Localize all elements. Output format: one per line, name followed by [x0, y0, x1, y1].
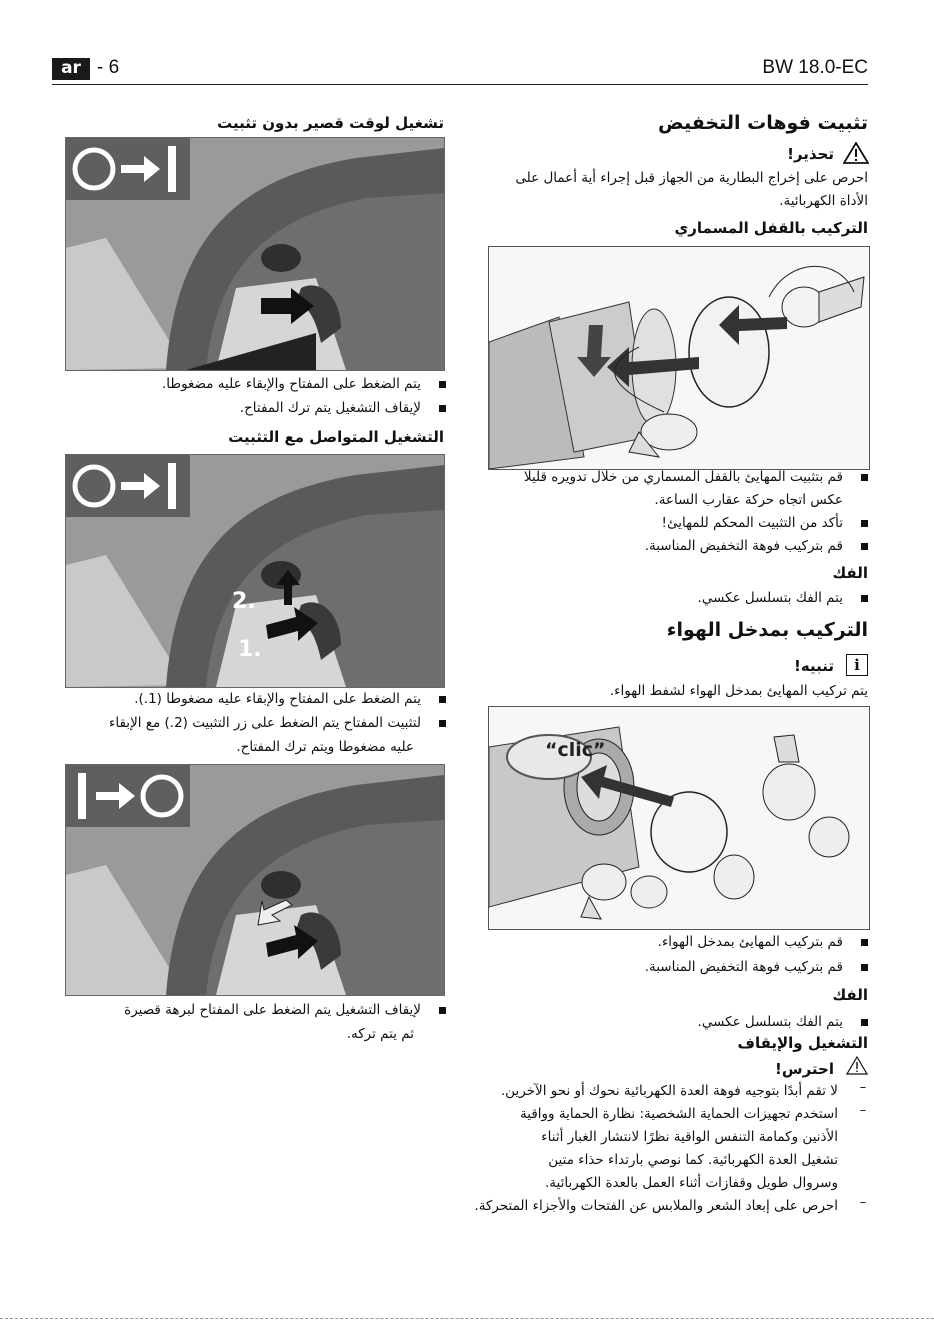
bullet-text: قم بتركيب فوهة التخفيض المناسبة.	[644, 538, 843, 554]
dash-text: لا تقم أبدًا بتوجيه فوهة العدة الكهربائية نحوك أو نحو الآخرين.	[500, 1083, 838, 1099]
release-title-2: الفك	[832, 986, 868, 1004]
bullet-text: لإيقاف التشغيل يتم الضغط على المفتاح لبرهة قصيرة	[124, 1002, 421, 1018]
list-item	[468, 1080, 868, 1103]
figure-switch-momentary	[65, 137, 445, 371]
step-label-2: 2.	[232, 589, 256, 614]
bullet-continuation: ثم يتم تركه.	[346, 1026, 414, 1042]
list-item	[468, 587, 868, 610]
square-bullet-icon	[439, 720, 446, 727]
square-bullet-icon	[861, 964, 868, 971]
switch-on-symbol-icon	[66, 455, 190, 517]
bullet-text: يتم الفك بتسلسل عكسي.	[697, 590, 843, 606]
bullet-text: يتم الضغط على المفتاح والإبقاء عليه مضغوطا (1.).	[134, 691, 421, 707]
figure-switch-continuous	[65, 454, 445, 688]
warning-text-2: الأداة الكهربائية.	[779, 193, 868, 209]
bullet-text: لإيقاف التشغيل يتم ترك المفتاح.	[239, 400, 421, 416]
list-item	[468, 956, 868, 979]
figure-switch-off	[65, 764, 445, 996]
list-item	[468, 1103, 868, 1126]
list-item	[468, 1011, 868, 1034]
subtitle-continuous: التشغيل المتواصل مع التثبيت	[228, 428, 444, 446]
square-bullet-icon	[439, 381, 446, 388]
dash-text: احرص على إبعاد الشعر والملابس عن الفتحات والأجزاء المتحركة.	[474, 1198, 838, 1214]
section-title-reducer-nozzles: تثبيت فوهات التخفيض	[658, 112, 868, 134]
figure-bayonet-mount	[488, 246, 870, 470]
section-title-operation: التشغيل والإيقاف	[737, 1034, 868, 1052]
model-name: BW 18.0-EC	[762, 57, 868, 78]
dash-bullet: –	[859, 1103, 867, 1118]
square-bullet-icon	[439, 1007, 446, 1014]
switch-symbol-box	[66, 138, 190, 200]
subtitle-air-inlet: التركيب بمدخل الهواء	[666, 619, 868, 641]
page-number: - 6	[97, 57, 120, 78]
list-item	[66, 688, 446, 711]
square-bullet-icon	[439, 696, 446, 703]
subtitle-momentary: تشغيل لوقت قصير بدون تثبيت	[217, 114, 444, 132]
header-rule	[52, 84, 868, 85]
square-bullet-icon	[861, 1019, 868, 1026]
switch-symbol-box	[66, 455, 190, 517]
list-item	[66, 712, 446, 735]
list-item	[468, 466, 868, 489]
note-text: يتم تركيب المهايئ بمدخل الهواء لشفط الهواء.	[609, 683, 868, 699]
square-bullet-icon	[861, 520, 868, 527]
list-item	[468, 512, 868, 535]
step-label-1: 1.	[238, 637, 262, 662]
warning-triangle-icon	[846, 1056, 868, 1075]
list-item	[468, 535, 868, 558]
bullet-text: لتثبيت المفتاح يتم الضغط على زر التثبيت (2.) مع الإبقاء	[109, 715, 421, 731]
dash-continuation: وسروال طويل وقفازات أثناء العمل بالعدة الكهربائية.	[544, 1175, 838, 1191]
switch-off-symbol-icon	[66, 765, 190, 827]
language-badge: ar	[52, 58, 90, 80]
dash-continuation: تشغيل العدة الكهربائية. كما نوصي بارتداء حذاء متين	[548, 1152, 838, 1168]
bullet-text: قم بتركيب فوهة التخفيض المناسبة.	[644, 959, 843, 975]
subtitle-bayonet-lock: التركيب بالقفل المسماري	[674, 219, 868, 237]
bullet-text: قم بتثبيت المهايئ بالقفل المسماري من خلال تدويره قليلا	[523, 469, 843, 485]
info-icon: i	[846, 654, 868, 676]
page-bottom-rule	[0, 1318, 934, 1319]
square-bullet-icon	[861, 543, 868, 550]
warning-text-1: احرص على إخراج البطارية من الجهاز قبل إجراء أية أعمال على	[515, 170, 868, 186]
note-label: تنبيه!	[794, 657, 834, 675]
list-item	[468, 1195, 868, 1218]
list-item	[468, 931, 868, 954]
bullet-text: يتم الفك بتسلسل عكسي.	[697, 1014, 843, 1030]
list-item	[66, 999, 446, 1022]
bullet-text: قم بتركيب المهايئ بمدخل الهواء.	[657, 934, 843, 950]
dash-bullet: –	[859, 1195, 867, 1210]
square-bullet-icon	[861, 595, 868, 602]
switch-symbol-box	[66, 765, 190, 827]
square-bullet-icon	[861, 474, 868, 481]
caution-label: احترس!	[775, 1060, 834, 1078]
square-bullet-icon	[439, 405, 446, 412]
bullet-text: يتم الضغط على المفتاح والإبقاء عليه مضغوطا.	[161, 376, 421, 392]
square-bullet-icon	[861, 939, 868, 946]
release-title-1: الفك	[832, 564, 868, 582]
dash-bullet: –	[859, 1080, 867, 1095]
bullet-continuation: عليه مضغوطا ويتم ترك المفتاح.	[236, 739, 414, 755]
dash-continuation: الأذنين وكمامة التنفس الواقية نظرًا لانتشار الغبار أثناء	[541, 1129, 838, 1145]
warning-label: تحذير!	[787, 145, 834, 163]
list-item	[66, 397, 446, 420]
dash-text: استخدم تجهيزات الحماية الشخصية: نظارة الحماية وواقية	[520, 1106, 838, 1122]
figure-air-inlet	[488, 706, 870, 930]
bullet-continuation: عكس اتجاه حركة عقارب الساعة.	[654, 492, 843, 508]
switch-on-symbol-icon	[66, 138, 190, 200]
clic-label: “clic”	[545, 739, 606, 761]
warning-triangle-icon	[843, 142, 869, 164]
list-item	[66, 373, 446, 396]
bullet-text: تأكد من التثبيت المحكم للمهايئ!	[661, 515, 843, 531]
